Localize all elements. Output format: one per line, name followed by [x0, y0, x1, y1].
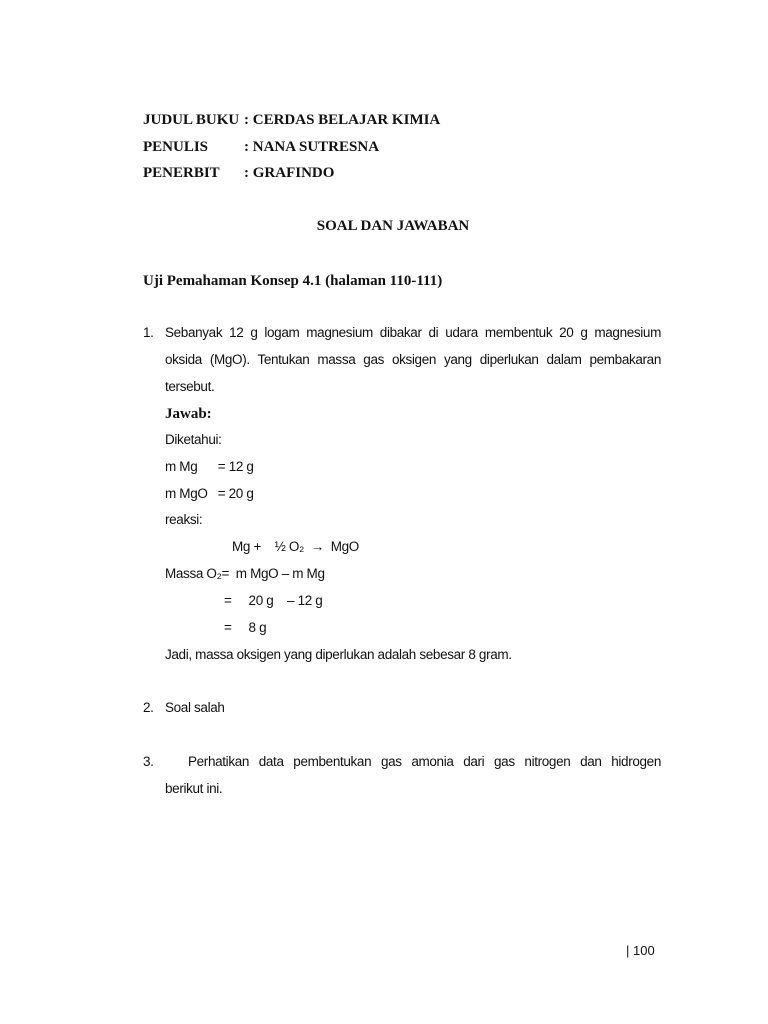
conclusion: Jadi, massa oksigen yang diperlukan adalah sebesar 8 gram.	[165, 647, 512, 662]
question-3-number: 3.	[143, 754, 154, 769]
reaction-equation: Mg + ½ O₂ → MgO	[232, 539, 359, 554]
publisher-label: PENERBIT	[143, 165, 220, 181]
reaction-label: reaksi:	[165, 512, 203, 527]
book-title-value: : CERDAS BELAJAR KIMIA	[244, 112, 441, 128]
subsection-title: Uji Pemahaman Konsep 4.1 (halaman 110-111)	[143, 273, 443, 289]
calculation-line-2: = 20 g – 12 g	[224, 593, 323, 608]
page-number: | 100	[626, 943, 655, 958]
question-1-line-1: Sebanyak 12 g logam magnesium dibakar di udara membentuk 20 g magnesium	[165, 325, 661, 340]
author-value: : NANA SUTRESNA	[244, 139, 380, 155]
author-label: PENULIS	[143, 139, 209, 155]
question-1-line-2: oksida (MgO). Tentukan massa gas oksigen yang diperlukan dalam pembakaran	[165, 352, 661, 367]
known-label: Diketahui:	[165, 432, 222, 447]
book-title-label: JUDUL BUKU	[143, 112, 240, 128]
section-title: SOAL DAN JAWABAN	[316, 218, 470, 234]
question-1-number: 1.	[143, 325, 154, 340]
question-2-text: Soal salah	[165, 700, 225, 715]
question-2-number: 2.	[143, 700, 154, 715]
calculation-line-3: = 8 g	[224, 620, 267, 635]
question-1-line-3: tersebut.	[165, 379, 215, 394]
calculation-line-1: Massa O₂= m MgO – m Mg	[165, 566, 325, 581]
answer-label: Jawab:	[165, 406, 212, 422]
question-3-line-1: Perhatikan data pembentukan gas amonia dari gas nitrogen dan hidrogen	[188, 754, 661, 769]
question-3-line-2: berikut ini.	[165, 781, 223, 796]
known-mgo: m MgO = 20 g	[165, 486, 254, 501]
publisher-value: : GRAFINDO	[244, 165, 335, 181]
known-mg: m Mg = 12 g	[165, 459, 254, 474]
